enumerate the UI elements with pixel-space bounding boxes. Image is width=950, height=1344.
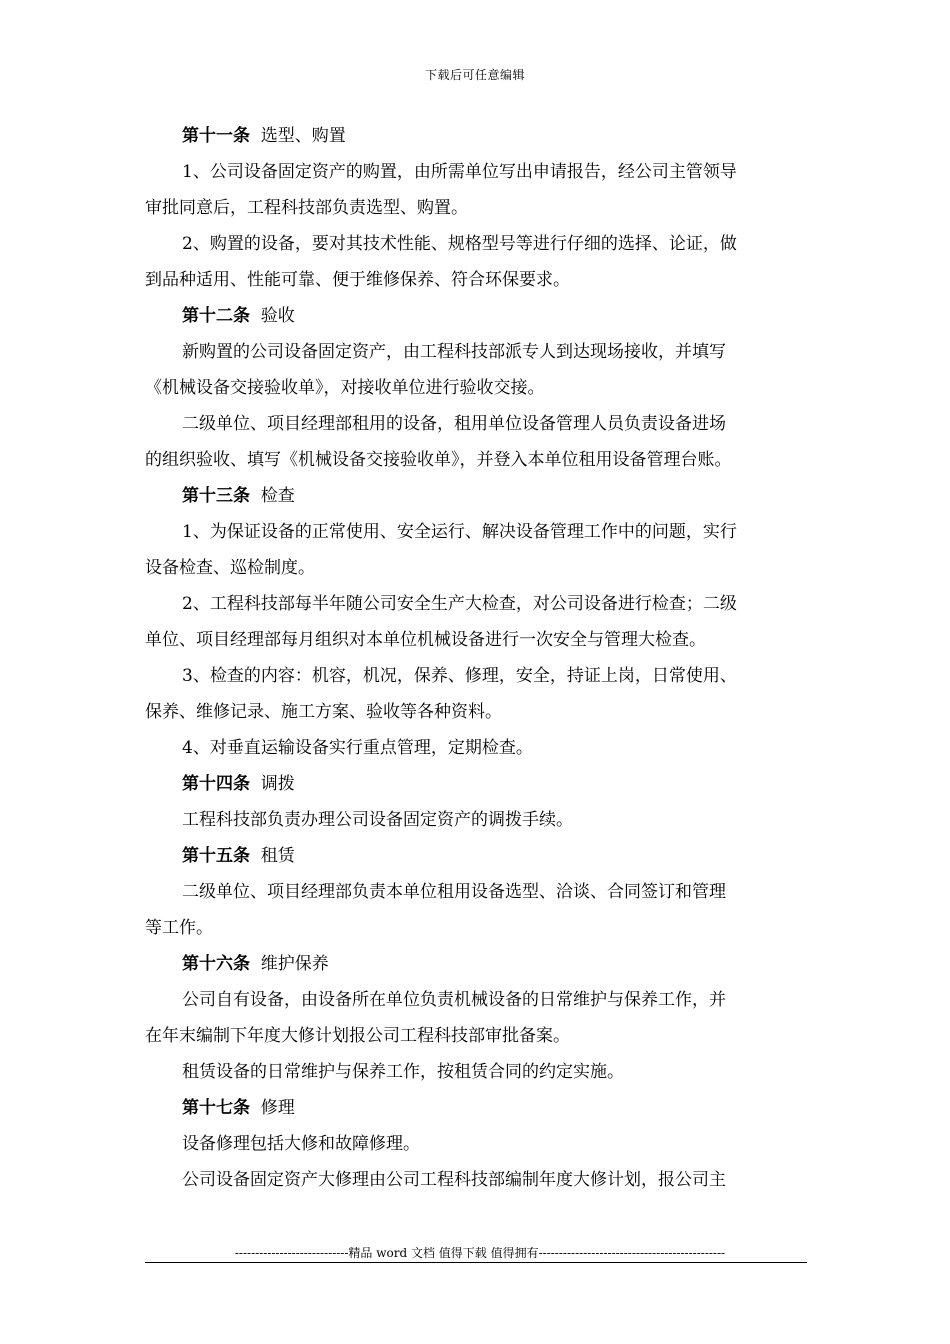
article-title: 调拨 [250,774,295,794]
article-heading [145,118,807,154]
line-text: 审批同意后，工程科技部负责选型、购置。 [145,198,468,218]
paragraph-line [145,730,807,766]
article-title: 修理 [250,1098,295,1118]
line-text: 4、对垂直运输设备实行重点管理，定期检查。 [182,738,533,758]
line-text: 单位、项目经理部每月组织对本单位机械设备进行一次安全与管理大检查。 [145,630,706,650]
line-text: 二级单位、项目经理部租用的设备，租用单位设备管理人员负责设备进场 [182,414,726,434]
line-text: 二级单位、项目经理部负责本单位租用设备选型、洽谈、合同签订和管理 [182,882,726,902]
line-text: 新购置的公司设备固定资产，由工程科技部派专人到达现场接收，并填写 [182,342,726,362]
line-text: 保养、维修记录、施工方案、验收等各种资料。 [145,702,502,722]
paragraph-line [145,550,807,586]
article-title: 检查 [250,486,295,506]
line-text: 工程科技部负责办理公司设备固定资产的调拨手续。 [182,810,573,830]
line-text: 设备修理包括大修和故障修理。 [182,1134,420,1154]
article-number: 第十五条 [182,846,250,866]
line-text: 《机械设备交接验收单》，对接收单位进行验收交接。 [145,378,545,398]
line-text: 到品种适用、性能可靠、便于维修保养、符合环保要求。 [145,270,570,290]
line-text: 1、公司设备固定资产的购置，由所需单位写出申请报告，经公司主管领导 [182,162,737,182]
article-number: 第十一条 [182,126,250,146]
paragraph-line [145,658,807,694]
article-heading [145,1090,807,1126]
paragraph-line [145,406,807,442]
paragraph-line [145,154,807,190]
paragraph-line [145,622,807,658]
paragraph-line [145,586,807,622]
document-body [145,118,807,1198]
paragraph-line [145,370,807,406]
paragraph-line [145,1162,807,1198]
paragraph-line [145,874,807,910]
article-title: 维护保养 [250,954,329,974]
article-heading [145,298,807,334]
page-footer: ----------------------------精品 word 文档 值得下载 值得拥有---------------------------------------------- [234,1246,726,1260]
paragraph-line [145,190,807,226]
line-text: 租赁设备的日常维护与保养工作，按租赁合同的约定实施。 [182,1062,624,1082]
line-text: 的组织验收、填写《机械设备交接验收单》，并登入本单位租用设备管理台账。 [145,450,732,470]
article-heading [145,478,807,514]
line-text: 设备检查、巡检制度。 [145,558,315,578]
paragraph-line [145,442,807,478]
paragraph-line [145,514,807,550]
article-heading [145,838,807,874]
line-text: 3、检查的内容：机容，机况，保养、修理，安全，持证上岗，日常使用、 [182,666,737,686]
paragraph-line [145,1054,807,1090]
article-title: 选型、购置 [250,126,346,146]
line-text: 公司设备固定资产大修理由公司工程科技部编制年度大修计划，报公司主 [182,1170,726,1190]
article-number: 第十六条 [182,954,250,974]
paragraph-line [145,1126,807,1162]
paragraph-line [145,802,807,838]
article-number: 第十二条 [182,306,250,326]
page-header: 下载后可任意编辑 [424,68,525,82]
article-number: 第十四条 [182,774,250,794]
line-text: 公司自有设备，由设备所在单位负责机械设备的日常维护与保养工作，并 [182,990,726,1010]
line-text: 等工作。 [145,918,213,938]
paragraph-line [145,910,807,946]
paragraph-line [145,262,807,298]
article-title: 租赁 [250,846,295,866]
line-text: 2、购置的设备，要对其技术性能、规格型号等进行仔细的选择、论证，做 [182,234,737,254]
footer-rule [145,1262,807,1263]
paragraph-line [145,1018,807,1054]
article-title: 验收 [250,306,295,326]
paragraph-line [145,694,807,730]
line-text: 1、为保证设备的正常使用、安全运行、解决设备管理工作中的问题，实行 [182,522,737,542]
line-text: 2、工程科技部每半年随公司安全生产大检查，对公司设备进行检查；二级 [182,594,737,614]
paragraph-line [145,982,807,1018]
paragraph-line [145,334,807,370]
article-number: 第十七条 [182,1098,250,1118]
paragraph-line [145,226,807,262]
line-text: 在年末编制下年度大修计划报公司工程科技部审批备案。 [145,1026,570,1046]
article-number: 第十三条 [182,486,250,506]
article-heading [145,946,807,982]
article-heading [145,766,807,802]
